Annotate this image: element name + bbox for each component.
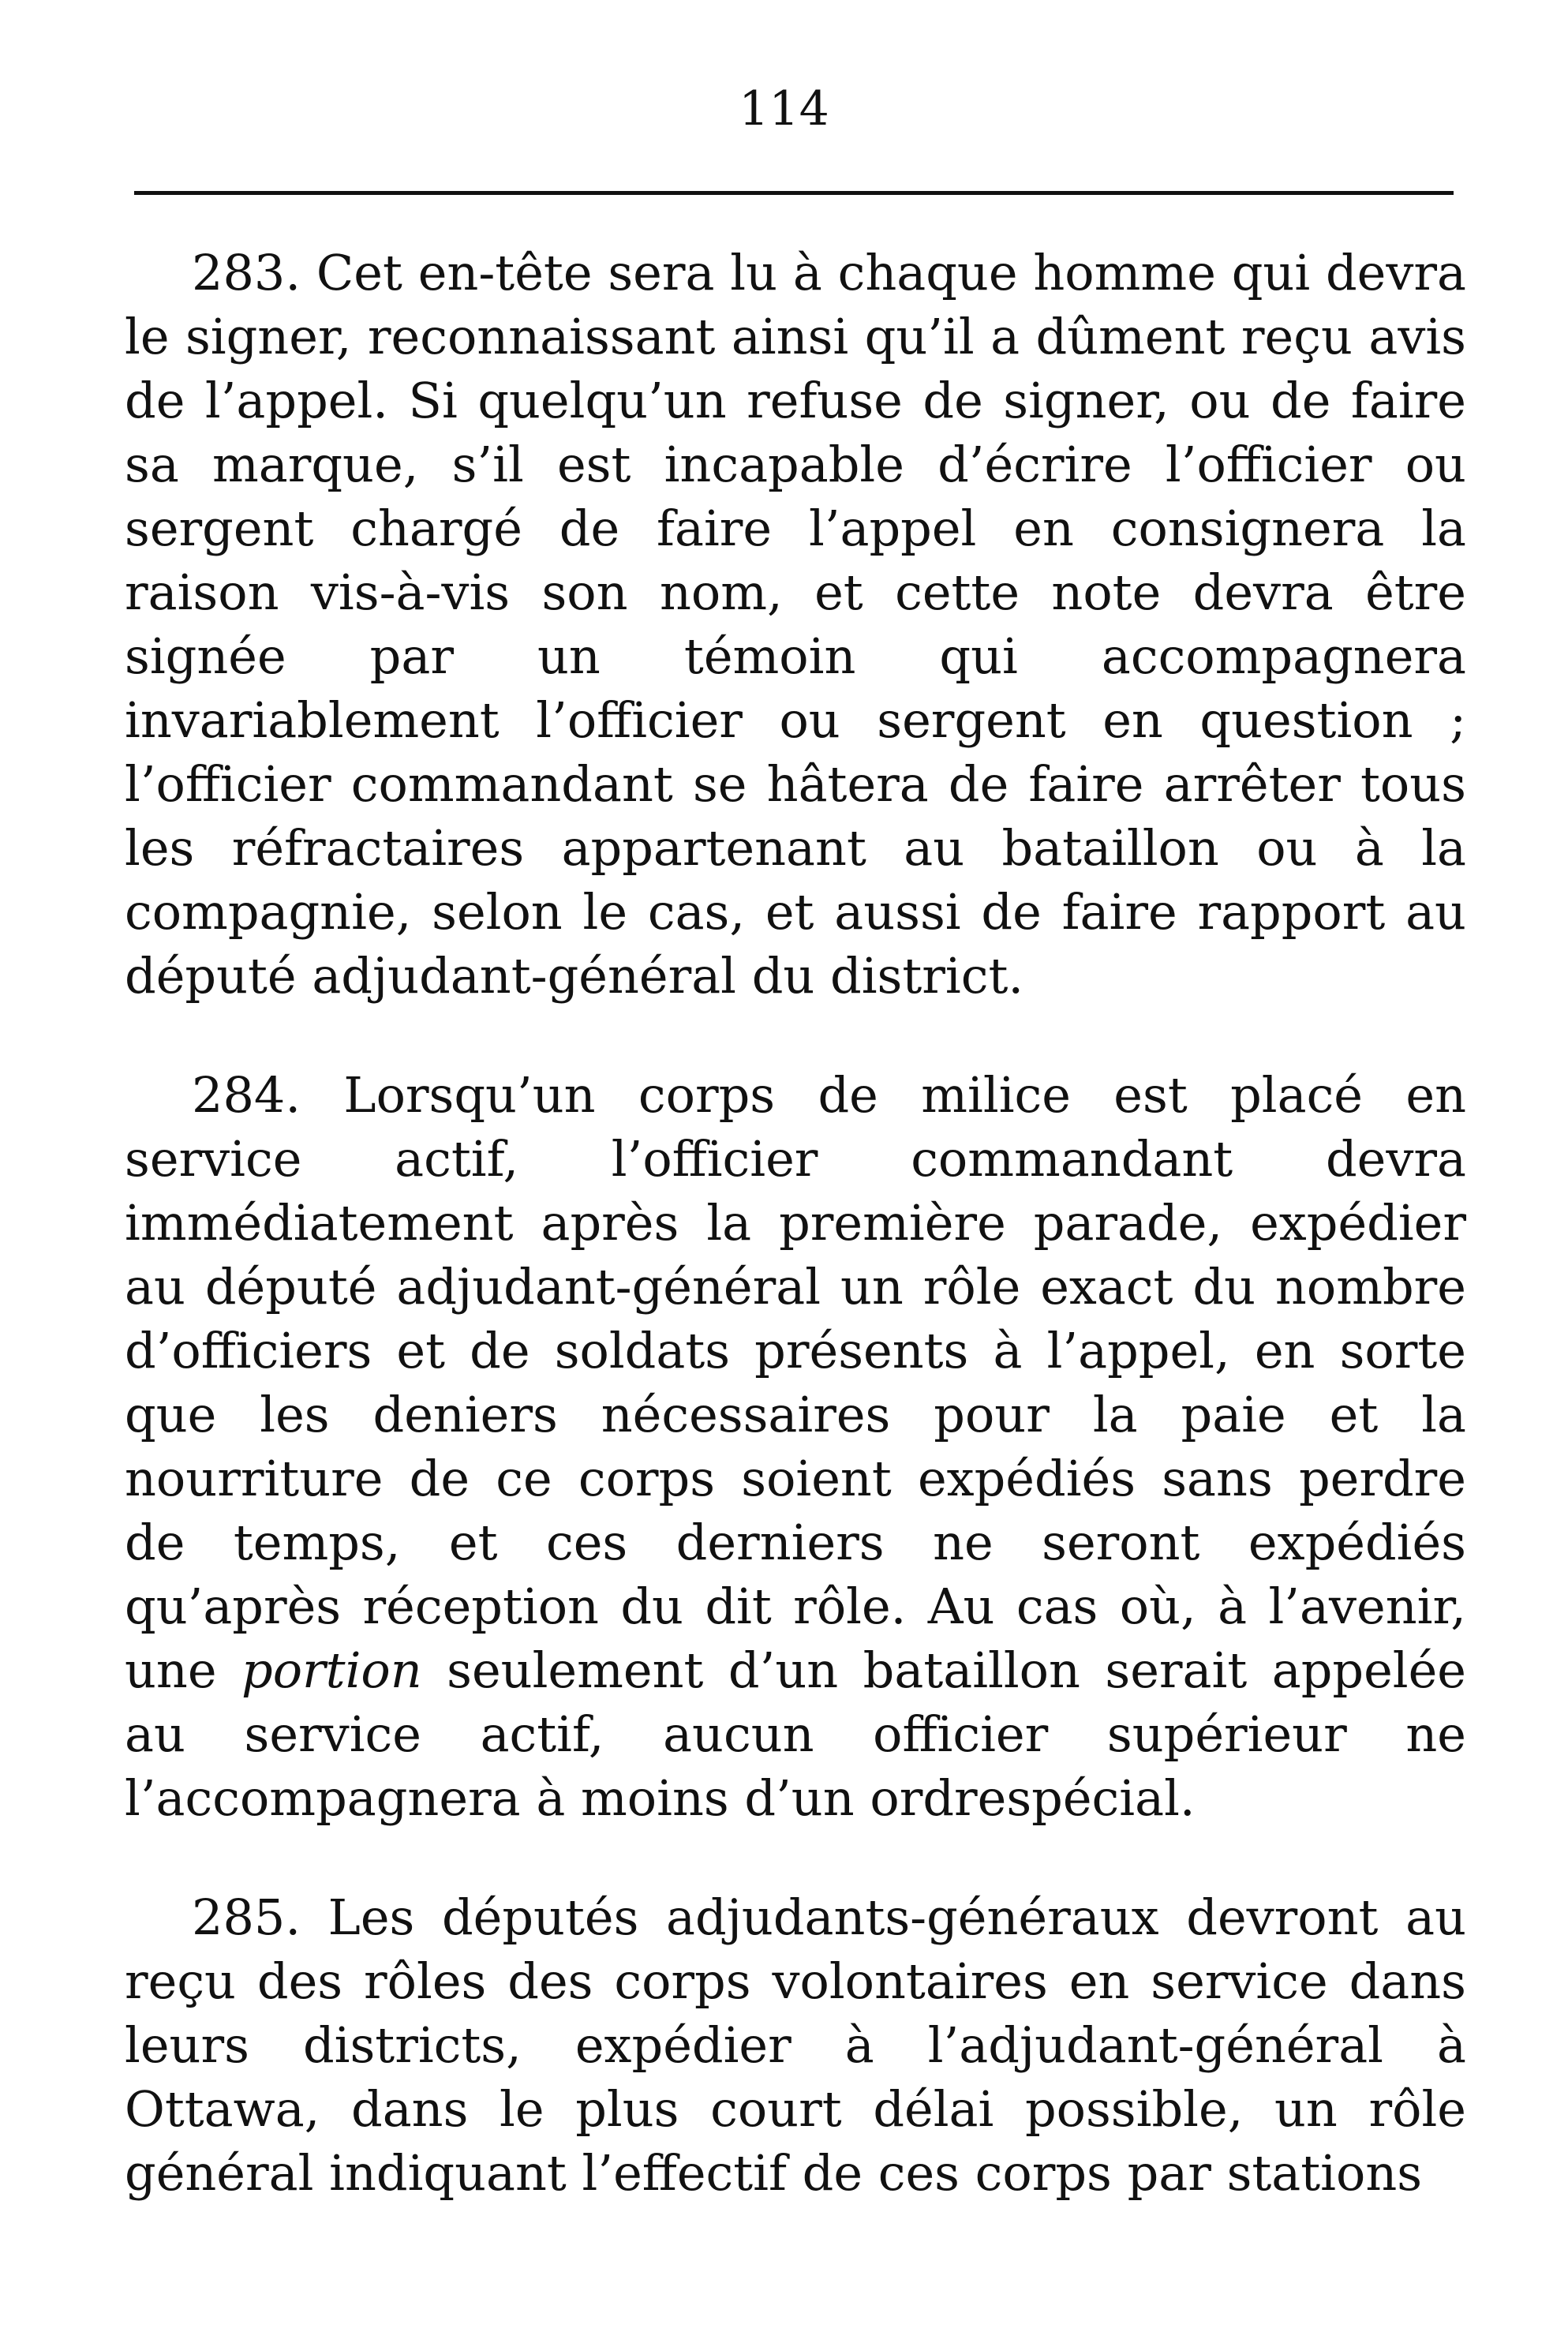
paragraph-284 [125,1063,1466,1830]
paragraph-283: 283. Cet en-tête sera lu à chaque homme qui devra le signer, reconnaissant ainsi qu’il a dûment reçu avis de l’appel. Si quelqu’un refuse de signer, ou de faire sa marque, s’il est incapable d’écrire l’officier ou sergent chargé de faire l’appel en consignera la raison vis-à-vis son nom, et cette note devra être signée par un témoin qui accompagnera invariablement l’officier ou sergent en question ; l’officier commandant se hâtera de faire arrêter tous les réfractaires appartenant au bataillon ou à la compagnie, selon le cas, et aussi de faire rapport au député adjudant-général du district. [125,244,1466,1005]
paragraph-284-emphasis: portion [241,1641,422,1699]
paragraph-284-after: seulement d’un bataillon serait appelée au service actif, aucun officier supérieur ne l’accompagnera à moins d’un ordrespécial. [125,1641,1466,1827]
body-text [125,241,1466,2260]
paragraph-285: 285. Les députés adjudants-généraux devront au reçu des rôles des corps volontaires en service dans leurs districts, expédier à l’adjudant-général à Ottawa, dans le plus court délai possible, un rôle général indiquant l’effectif de ces corps par stations [125,1888,1466,2202]
page-number: 114 [739,81,829,137]
header-rule [134,191,1454,195]
paragraph-284-before: 284. Lorsqu’un corps de milice est placé en service actif, l’officier commandant devra immédiatement après la première parade, expédier au député adjudant-général un rôle exact du nombre d’officiers et de soldats présents à l’appel, en sorte que les deniers nécessaires pour la paie et la nourriture de ce corps soient expédiés sans perdre de temps, et ces derniers ne seront expédiés qu’après réception du dit rôle. Au cas où, à l’avenir, une [125,1066,1466,1699]
